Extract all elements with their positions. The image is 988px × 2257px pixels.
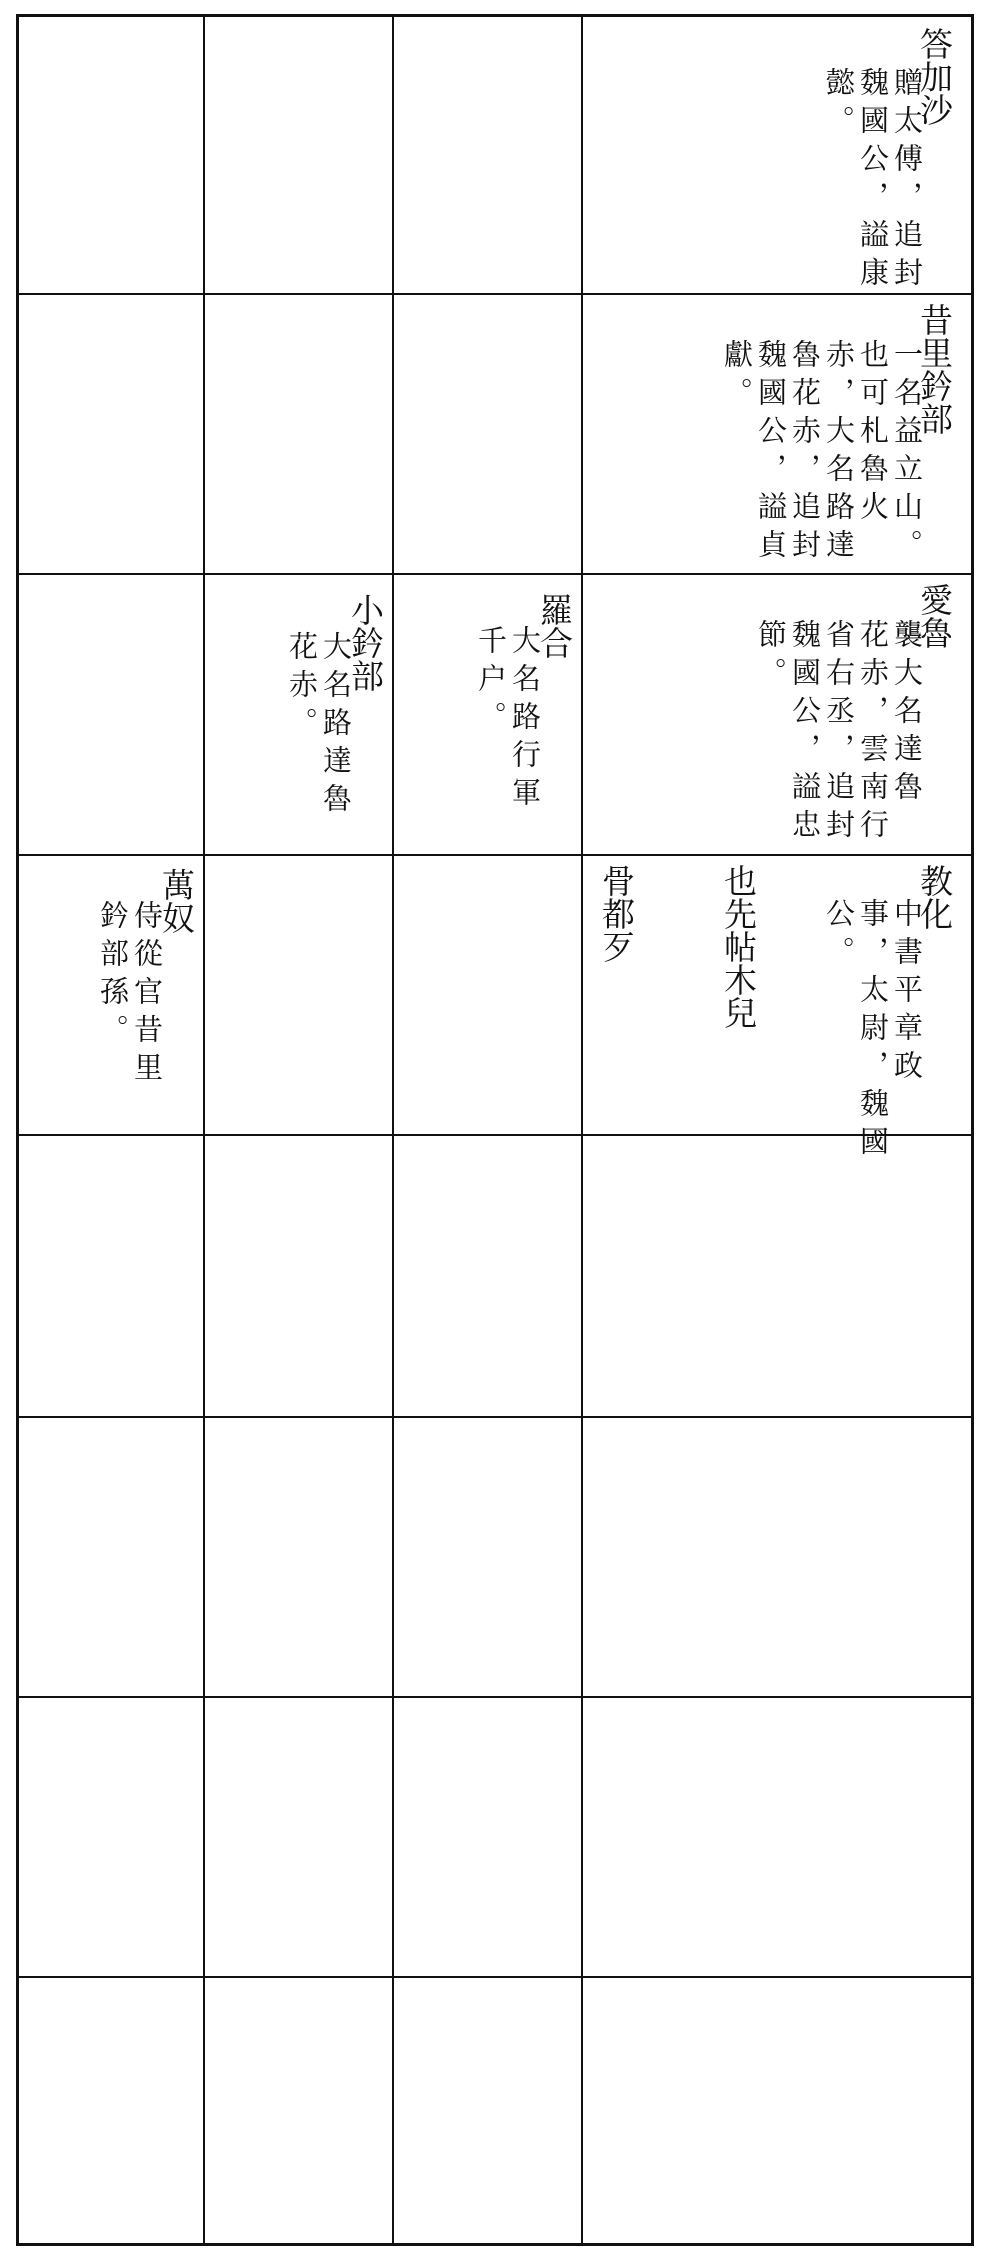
row-4-main-cell [583, 856, 977, 1164]
row-divider [19, 1696, 971, 1698]
note-line: 獻。 [720, 339, 754, 415]
row-3-main-cell [583, 575, 977, 854]
note-line: 一名益立山。 [890, 339, 924, 567]
note-line: 花赤。 [285, 631, 319, 745]
row-3-col3-cell [394, 575, 581, 854]
column-divider [203, 17, 205, 2243]
note-line: 魏國公，謚貞 [754, 339, 788, 567]
row-divider [19, 1976, 971, 1978]
person-name: 骨都歹 [597, 864, 636, 963]
note-line: 襲大名達魯 [890, 619, 924, 809]
note-line: 魏國公，謚忠 [788, 619, 822, 847]
note-line: 大名路行軍 [508, 625, 542, 815]
person-name: 教化 [915, 864, 954, 930]
note-line: 大名路達魯 [319, 631, 353, 821]
note-line: 赤，大名路達 [822, 339, 856, 567]
note-line: 鈐部孫。 [96, 900, 130, 1052]
note-line: 中書平章政 [890, 898, 924, 1088]
person-name: 昔里鈐部 [915, 303, 954, 435]
note-line: 公。 [822, 898, 856, 974]
note-line: 千户。 [474, 625, 508, 739]
note-line: 也可札魯火 [856, 339, 890, 529]
column-divider [392, 17, 394, 2243]
row-3-col2-cell [205, 575, 392, 854]
person-name: 小鈐部 [346, 593, 385, 692]
note-line: 事，太尉，魏國 [856, 898, 890, 1164]
row-4-col1-cell [19, 856, 203, 1134]
row-divider [19, 1134, 971, 1136]
row-1-main-cell [583, 17, 977, 293]
person-name: 答加沙 [915, 27, 954, 126]
note-line: 花赤，雲南行 [856, 619, 890, 847]
person-name: 也先帖木兒 [719, 864, 758, 1029]
note-line: 省右丞，追封 [822, 619, 856, 847]
genealogy-table [16, 14, 974, 2246]
note-line: 贈太傅，追封 [890, 67, 924, 295]
note-line: 魏國公，謚康 [856, 67, 890, 295]
note-line: 節。 [754, 619, 788, 695]
note-line: 懿。 [822, 67, 856, 143]
person-name: 萬奴 [157, 868, 196, 934]
row-divider [19, 1416, 971, 1418]
row-2-main-cell [583, 295, 977, 573]
person-name: 羅合 [535, 593, 574, 659]
note-line: 魯花赤，追封 [788, 339, 822, 567]
person-name: 愛魯 [915, 583, 954, 649]
note-line: 侍從官昔里 [130, 900, 164, 1090]
